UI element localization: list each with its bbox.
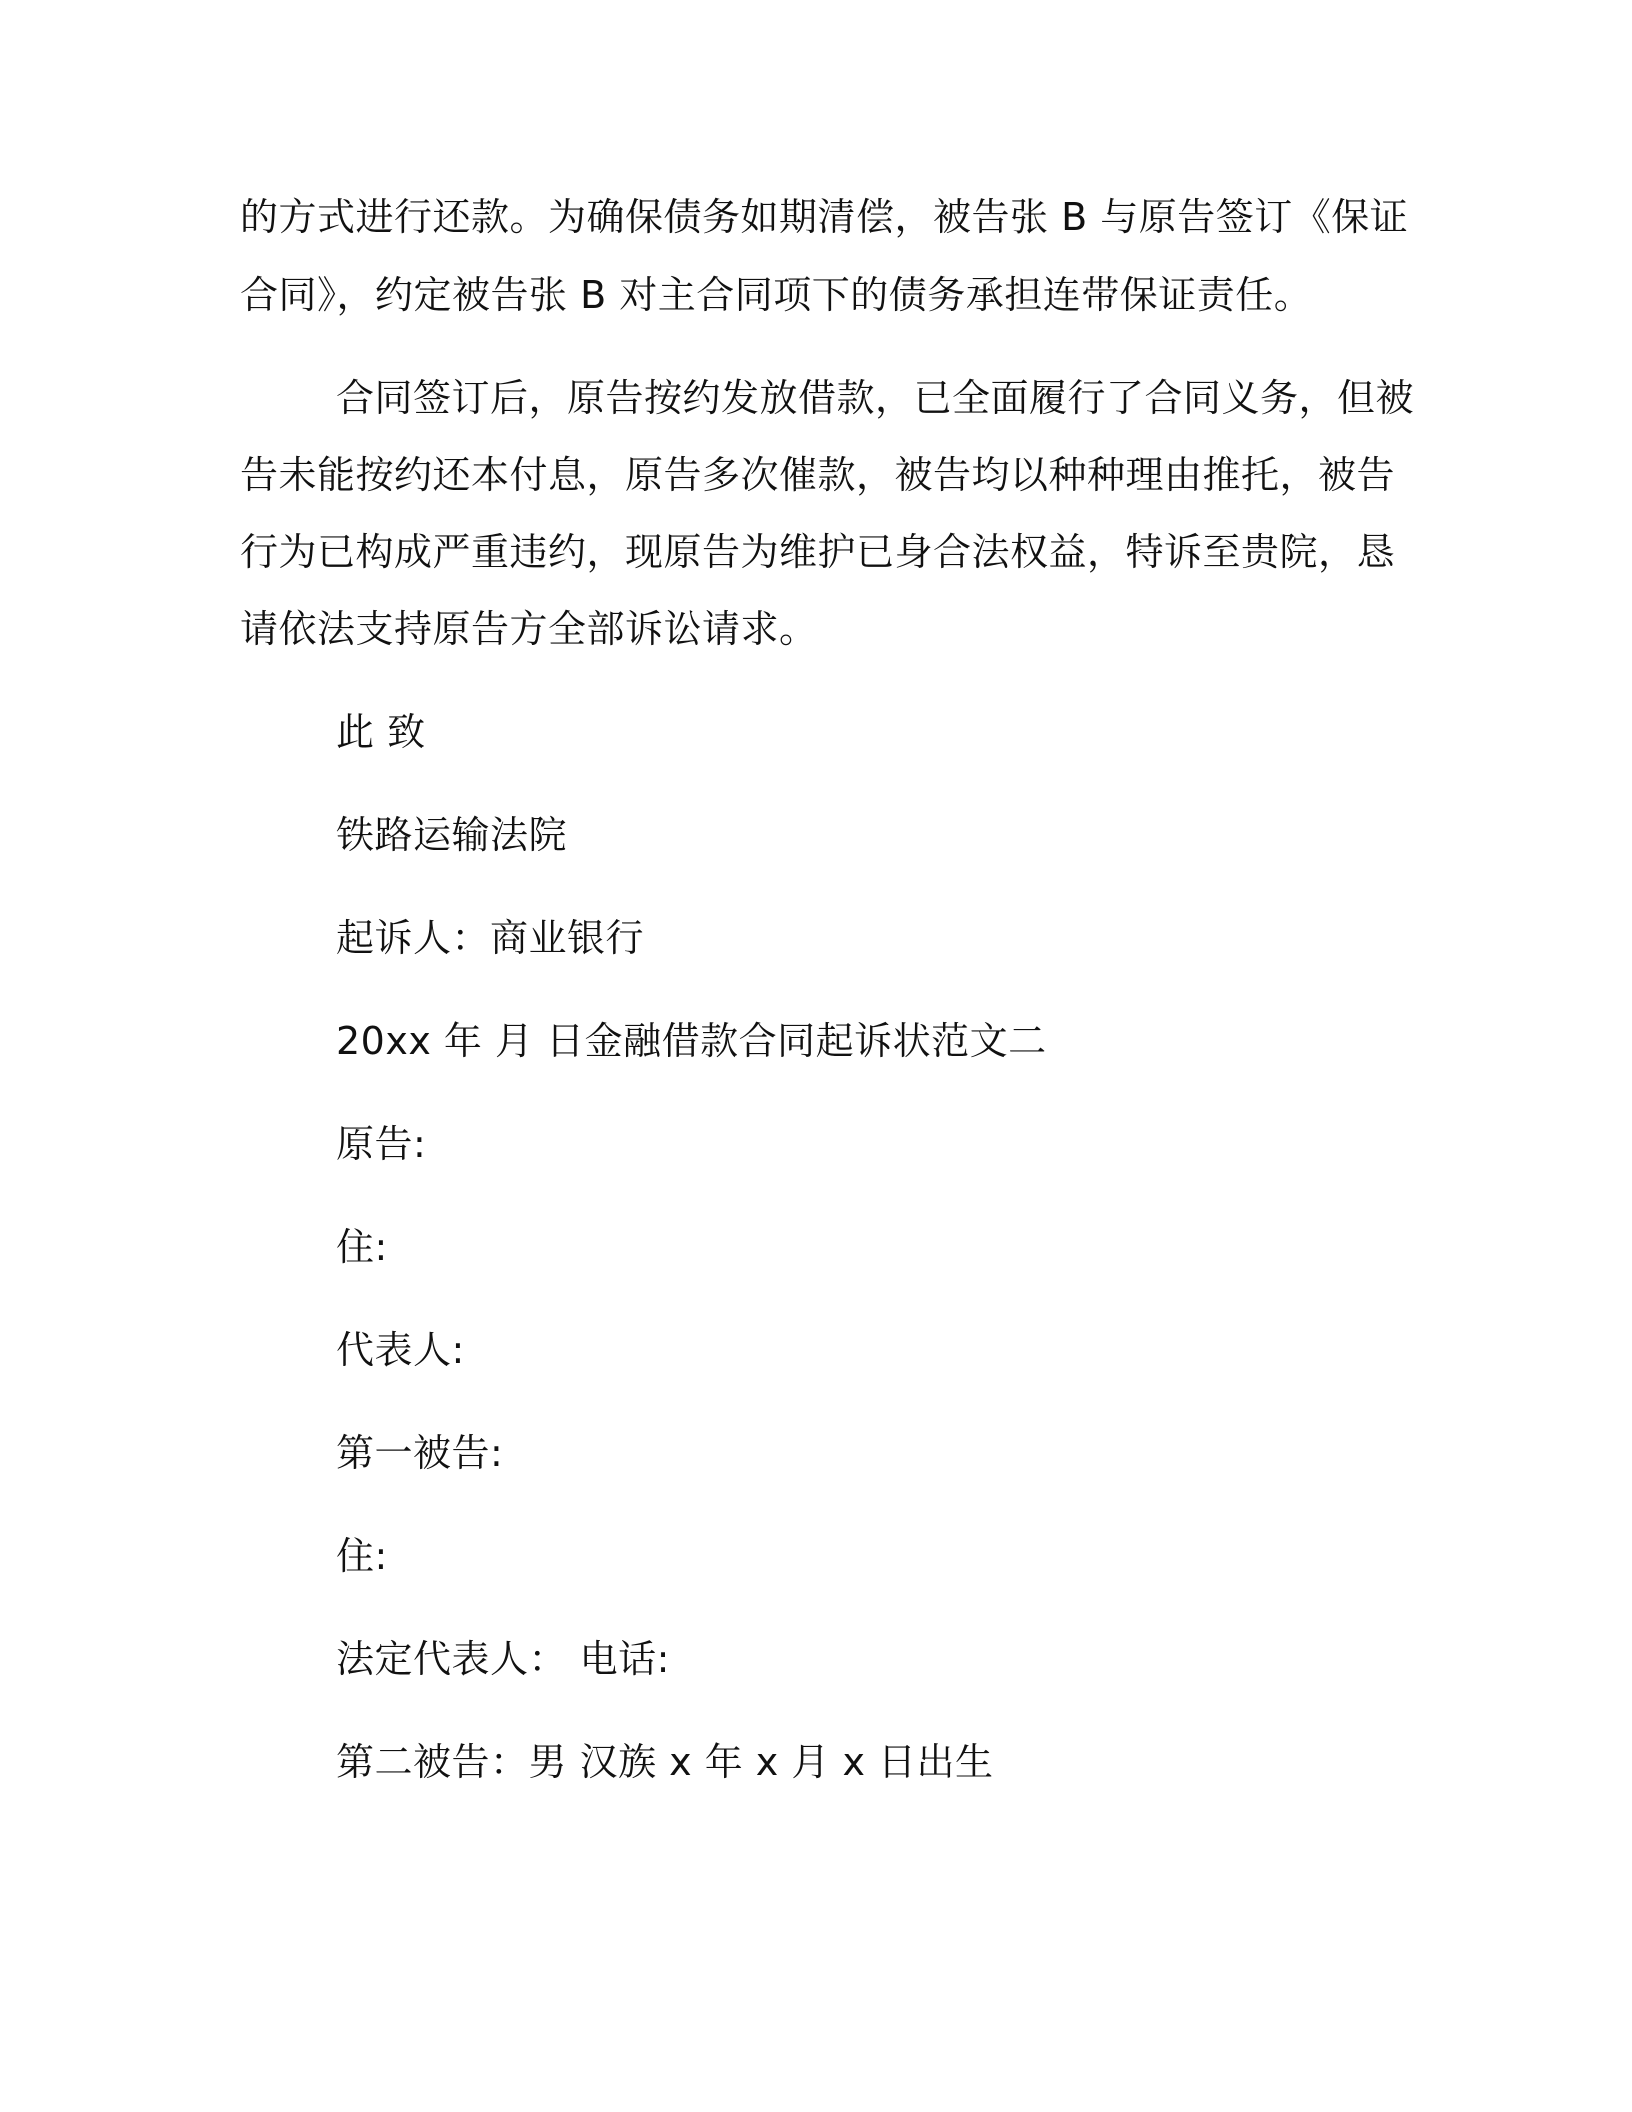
field-first-defendant: 第一被告: (336, 1431, 504, 1475)
field-address: 住: (336, 1225, 388, 1269)
salutation: 此 致 (336, 710, 426, 754)
date-and-next-title: 20xx 年 月 日金融借款合同起诉状范文二 (336, 1019, 1047, 1063)
court-name: 铁路运输法院 (336, 813, 568, 857)
field-plaintiff: 原告: (336, 1122, 427, 1166)
paragraph-2-line-1: 合同签订后，原告按约发放借款，已全面履行了合同义务，但被 (336, 376, 1415, 420)
paragraph-2-line-2: 告未能按约还本付息，原告多次催款，被告均以种种理由推托，被告 (240, 453, 1396, 497)
field-second-defendant: 第二被告：男 汉族 x 年 x 月 x 日出生 (336, 1740, 994, 1784)
paragraph-2-line-4: 请依法支持原告方全部诉讼请求。 (240, 607, 818, 651)
paragraph-1-line-1: 的方式进行还款。为确保债务如期清偿，被告张 B 与原告签订《保证 (240, 195, 1409, 239)
plaintiff-signature: 起诉人：商业银行 (336, 916, 645, 960)
paragraph-2-line-3: 行为已构成严重违约，现原告为维护已身合法权益，特诉至贵院，恳 (240, 530, 1396, 574)
field-legal-rep-phone: 法定代表人： 电话: (336, 1637, 670, 1681)
field-representative: 代表人: (336, 1328, 465, 1372)
field-address: 住: (336, 1534, 388, 1578)
paragraph-1-line-2: 合同》，约定被告张 B 对主合同项下的债务承担连带保证责任。 (240, 273, 1313, 317)
